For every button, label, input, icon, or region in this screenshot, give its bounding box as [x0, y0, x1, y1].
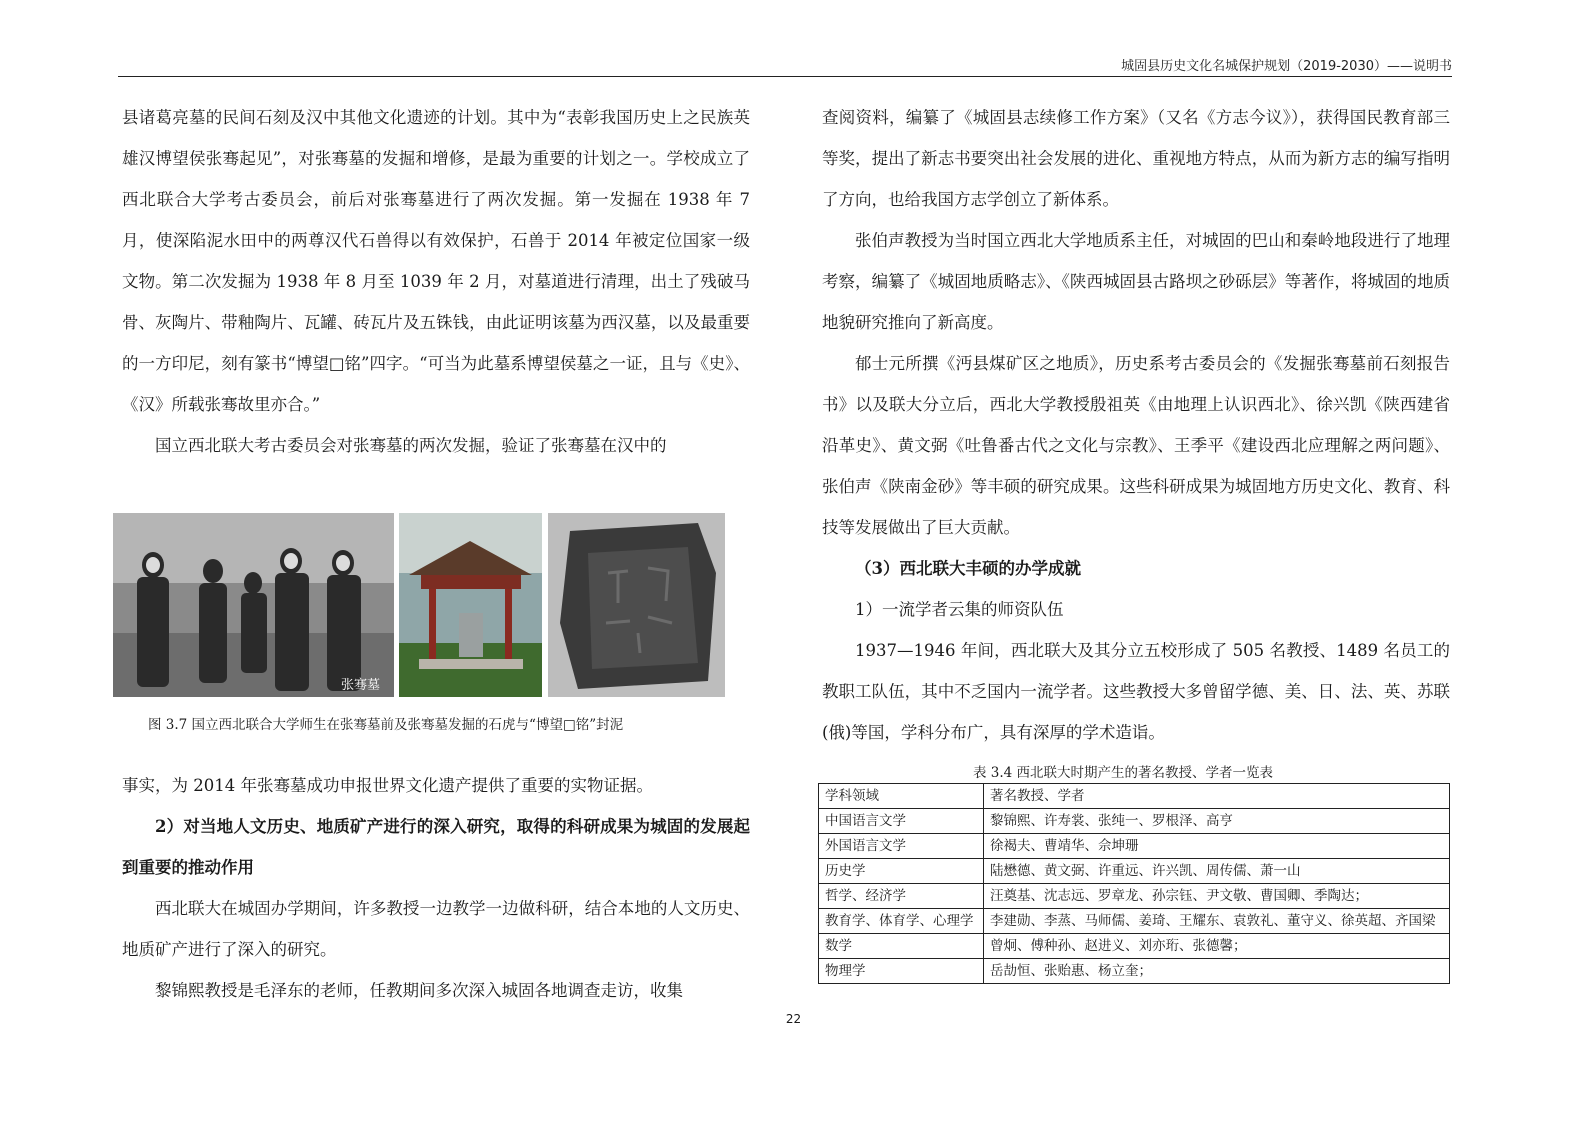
left-column-text-top	[122, 97, 756, 466]
discipline-cell: 物理学	[819, 959, 984, 984]
photo-inscription: 张骞墓	[341, 678, 381, 693]
table-header-cell: 学科领域	[819, 784, 984, 809]
table-row	[819, 884, 1450, 909]
scholars-cell: 曾炯、傅种孙、赵进义、刘亦珩、张德馨；	[984, 934, 1450, 959]
discipline-cell: 教育学、体育学、心理学	[819, 909, 984, 934]
table-header-cell: 著名教授、学者	[984, 784, 1450, 809]
table-row	[819, 809, 1450, 834]
scholars-cell: 李建勋、李蒸、马师儒、姜琦、王耀东、袁敦礼、董守义、徐英超、齐国梁	[984, 909, 1450, 934]
table-row	[819, 934, 1450, 959]
discipline-cell: 中国语言文学	[819, 809, 984, 834]
table-caption: 表 3.4 西北联大时期产生的著名教授、学者一览表	[973, 765, 1274, 781]
group-photo-image	[113, 513, 394, 697]
paragraph: 事实，为 2014 年张骞墓成功申报世界文化遗产提供了重要的实物证据。	[122, 776, 653, 795]
table-row	[819, 834, 1450, 859]
left-column-text-bottom	[122, 765, 750, 1011]
pavilion-photo-image	[399, 513, 542, 697]
table-row	[819, 859, 1450, 884]
discipline-cell: 历史学	[819, 859, 984, 884]
section-heading: （3）西北联大丰硕的办学成就	[855, 559, 1081, 578]
paragraph: 国立西北联大考古委员会对张骞墓的两次发掘，验证了张骞墓在汉中的	[155, 436, 667, 455]
paragraph: 黎锦熙教授是毛泽东的老师，任教期间多次深入城固各地调查走访，收集	[155, 981, 683, 1000]
paragraph: 郁士元所撰《沔县煤矿区之地质》，历史系考古委员会的《发掘张骞墓前石刻报告书》以及联大分立后，西北大学教授殷祖英《由地理上认识西北》、徐兴凯《陕西建省沿革史》、黄文弼《吐鲁番古代之文化与宗教》、王季平《建设西北应理解之两问题》、张伯声《陕南金砂》等丰硕的研究成果。这些科研成果为城固地方历史文化、教育、科技等发展做出了巨大贡献。	[822, 354, 1450, 537]
discipline-cell: 哲学、经济学	[819, 884, 984, 909]
section-heading: 2）对当地人文历史、地质矿产进行的深入研究，取得的科研成果为城固的发展起到重要的推动作用	[122, 817, 750, 877]
figure-3-7	[113, 513, 725, 697]
figure-caption: 图 3.7 国立西北联合大学师生在张骞墓前及张骞墓发掘的石虎与“博望□铭”封泥	[148, 717, 624, 733]
page-number: 22	[785, 1012, 802, 1026]
paragraph: 查阅资料，编纂了《城固县志续修工作方案》（又名《方志今议》），获得国民教育部三等奖，提出了新志书要突出社会发展的进化、重视地方特点，从而为新方志的编写指明了方向，也给我国方志学创立了新体系。	[822, 108, 1450, 209]
header-divider	[118, 76, 1452, 77]
table-row	[819, 909, 1450, 934]
clay-seal-photo-image	[548, 513, 725, 697]
subsection-heading: 1）一流学者云集的师资队伍	[855, 600, 1064, 619]
discipline-cell: 数学	[819, 934, 984, 959]
right-column-text	[822, 97, 1450, 753]
scholars-cell: 黎锦熙、许寿裳、张纯一、罗根泽、高亨	[984, 809, 1450, 834]
scholars-cell: 陆懋德、黄文弼、许重远、许兴凯、周传儒、萧一山	[984, 859, 1450, 884]
professors-table	[818, 783, 1450, 984]
paragraph: 张伯声教授为当时国立西北大学地质系主任，对城固的巴山和秦岭地段进行了地理考察，编纂了《城固地质略志》、《陕西城固县古路坝之砂砾层》等著作，将城固的地质地貌研究推向了新高度。	[822, 231, 1450, 332]
scholars-cell: 岳劼恒、张贻惠、杨立奎；	[984, 959, 1450, 984]
scholars-cell: 汪奠基、沈志远、罗章龙、孙宗钰、尹文敬、曹国卿、季陶达；	[984, 884, 1450, 909]
paragraph: 1937—1946 年间，西北联大及其分立五校形成了 505 名教授、1489 名员工的教职工队伍，其中不乏国内一流学者。这些教授大多曾留学德、美、日、法、英、苏联(俄)等国，学科分布广，具有深厚的学术造诣。	[822, 641, 1450, 742]
paragraph: 西北联大在城固办学期间，许多教授一边教学一边做科研，结合本地的人文历史、地质矿产进行了深入的研究。	[122, 899, 750, 959]
table-row	[819, 959, 1450, 984]
scholars-cell: 徐褐夫、曹靖华、佘坤珊	[984, 834, 1450, 859]
discipline-cell: 外国语言文学	[819, 834, 984, 859]
document-title: 城固县历史文化名城保护规划（2019-2030）——说明书	[1121, 59, 1452, 74]
paragraph: 县诸葛亮墓的民间石刻及汉中其他文化遗迹的计划。其中为“表彰我国历史上之民族英雄汉博望侯张骞起见”，对张骞墓的发掘和增修，是最为重要的计划之一。学校成立了西北联合大学考古委员会，前后对张骞墓进行了两次发掘。第一发掘在 1938 年 7 月，使深陷泥水田中的两尊汉代石兽得以有效保护，石兽于 2014 年被定位国家一级文物。第二次发掘为 1938 年 8 月至 1039 年 2 月，对墓道进行清理，出土了残破马骨、灰陶片、带釉陶片、瓦罐、砖瓦片及五铢钱，由此证明该墓为西汉墓，以及最重要的一方印尼，刻有篆书“博望□铭”四字。“可当为此墓系博望侯墓之一证，且与《史》、《汉》所载张骞故里亦合。”	[122, 108, 756, 414]
table-header-row	[819, 784, 1450, 809]
